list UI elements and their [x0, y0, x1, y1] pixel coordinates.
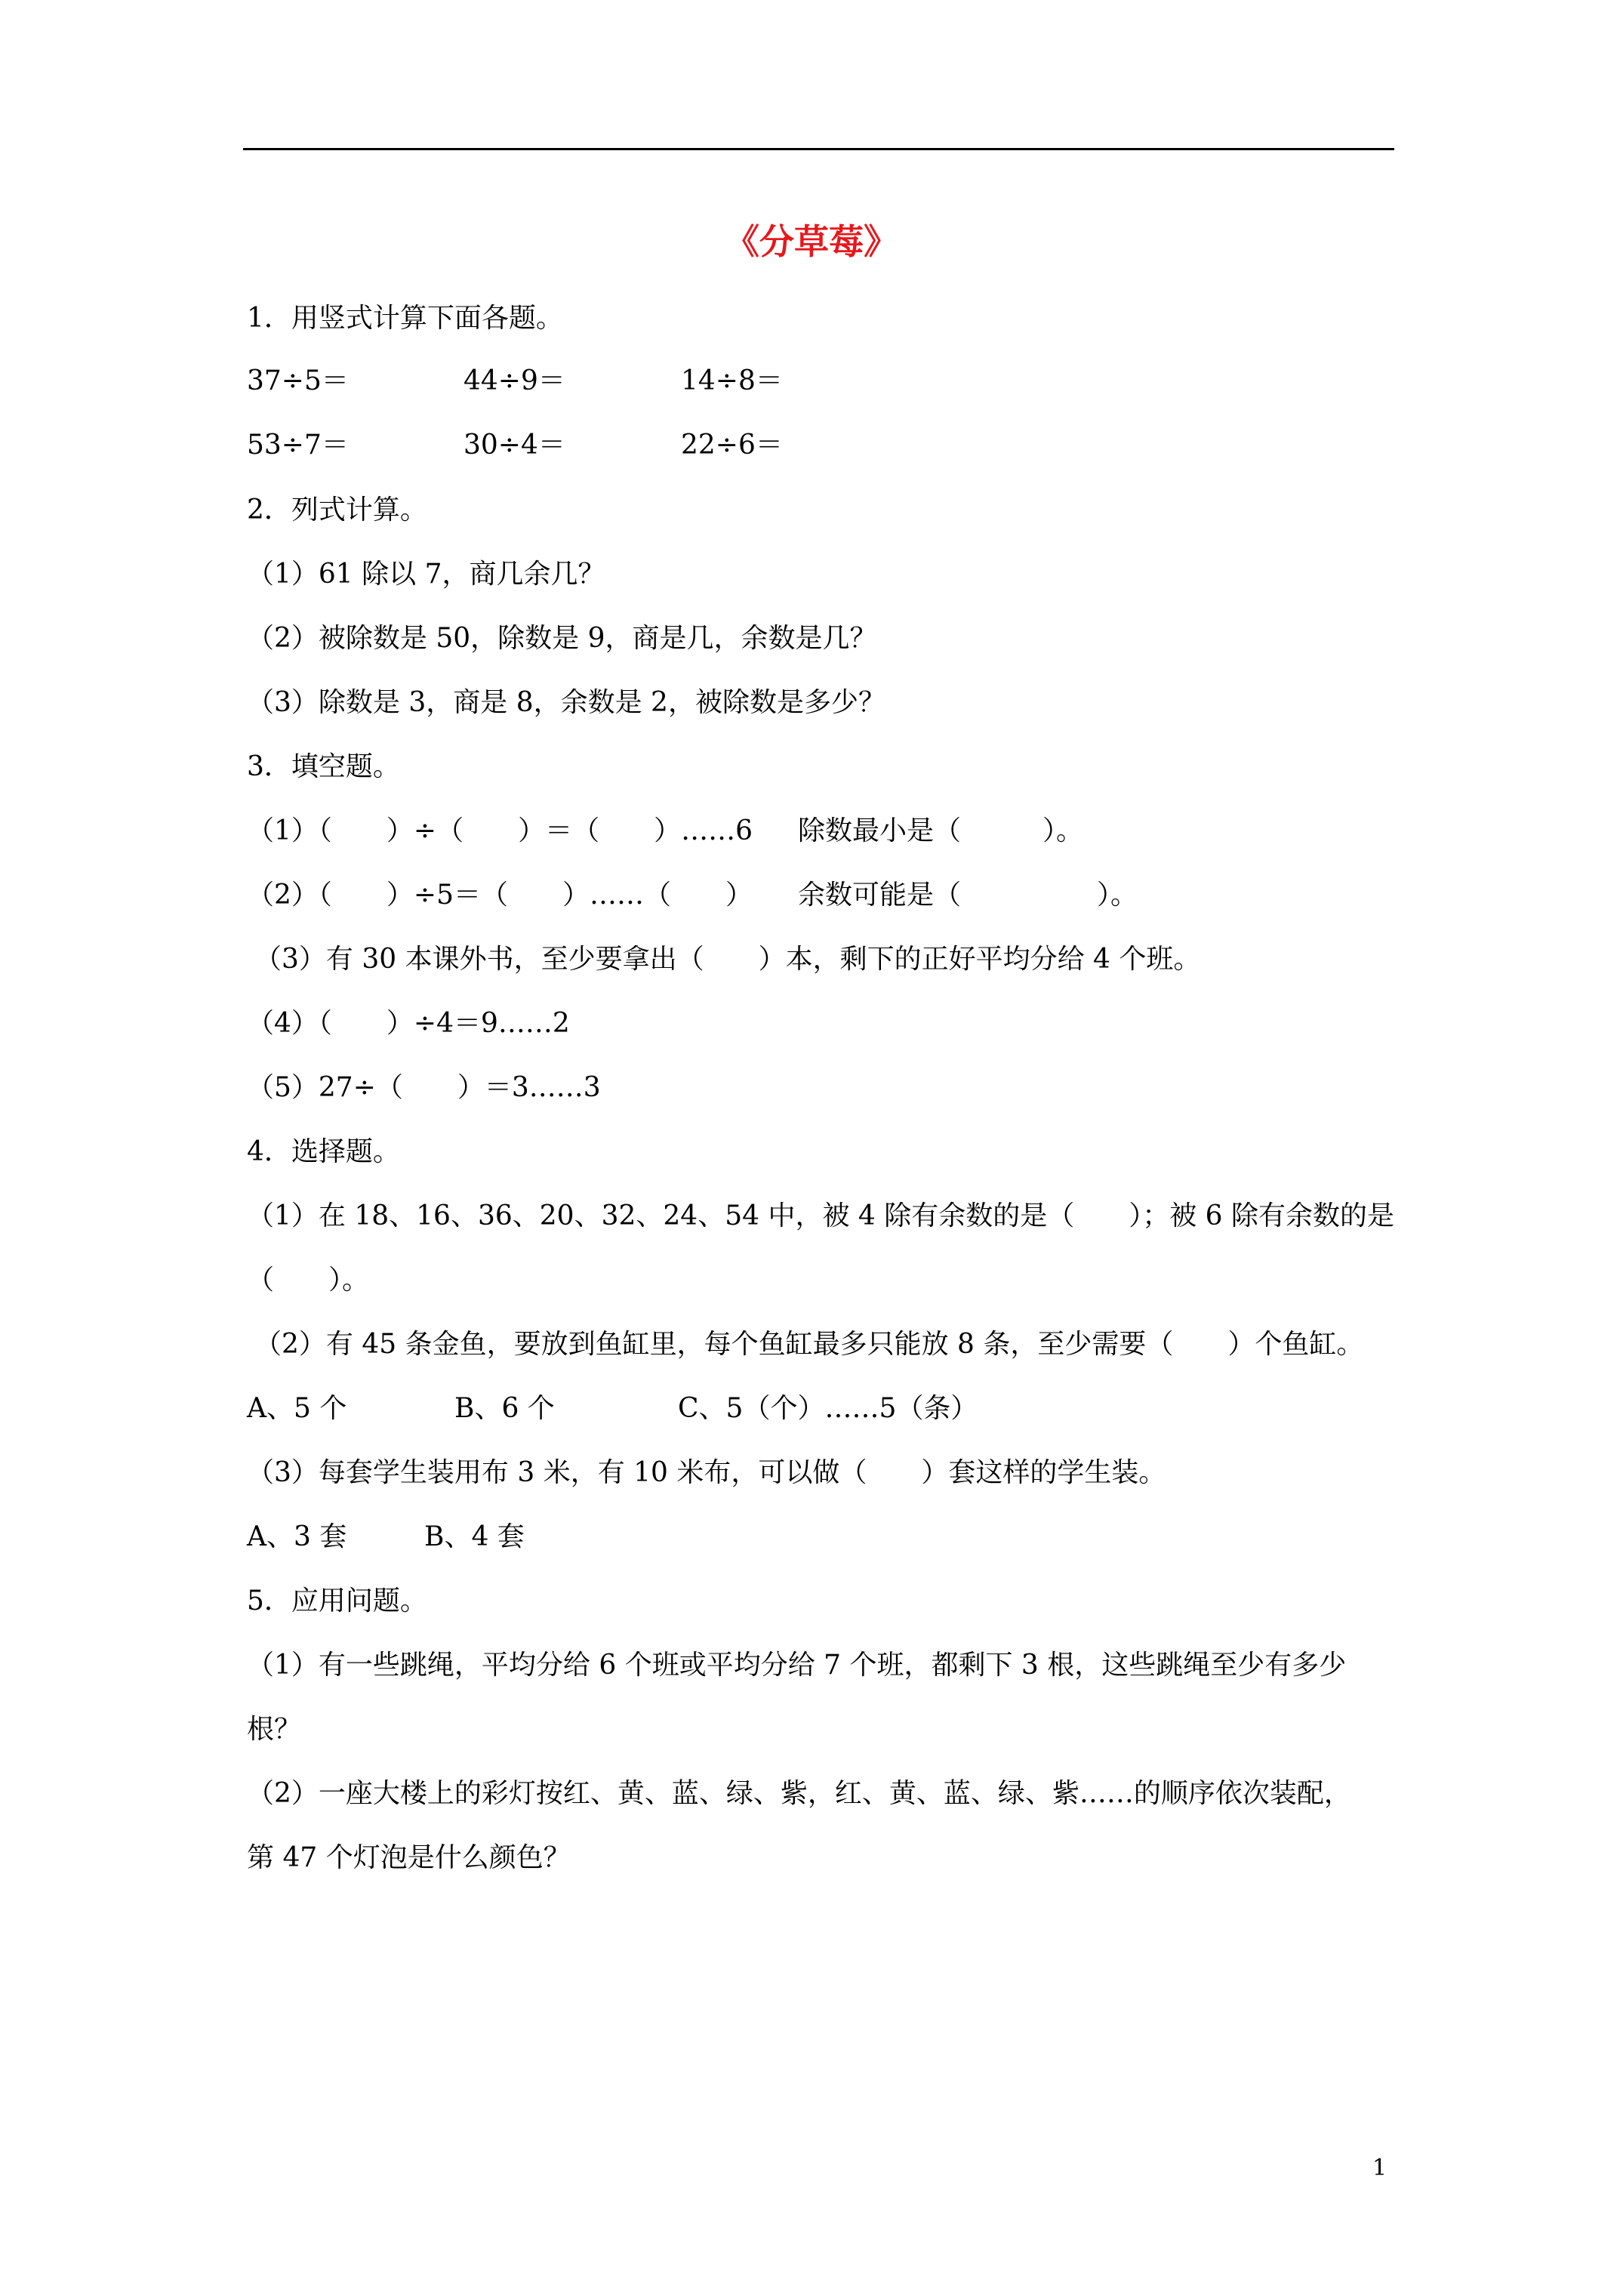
q5-item: （1）有一些跳绳，平均分给 6 个班或平均分给 7 个班，都剩下 3 根，这些跳绳至少有多少: [247, 1650, 1347, 1681]
q4-heading: 4．选择题。: [247, 1136, 400, 1167]
q4-option: A、3 套: [247, 1521, 347, 1552]
q3-item: （2）（ ）÷5＝（ ）……（ ）: [247, 880, 753, 911]
q1-expr: 53÷7＝: [247, 430, 349, 461]
q1-expr: 44÷9＝: [463, 365, 565, 396]
q3-item-right: 除数最小是（ ）。: [798, 815, 1084, 846]
q1-heading: 1．用竖式计算下面各题。: [247, 303, 563, 334]
header-rule: [243, 148, 1394, 150]
page-title: 《分草莓》: [725, 221, 898, 262]
q1-expr: 37÷5＝: [247, 365, 349, 396]
q4-option: C、5（个）……5（条）: [678, 1393, 978, 1424]
q3-item-right: 余数可能是（ ）。: [798, 880, 1138, 911]
q4-option: B、6 个: [454, 1393, 555, 1424]
page-number: 1: [1372, 2155, 1387, 2181]
q4-item: （2）有 45 条金鱼，要放到鱼缸里，每个鱼缸最多只能放 8 条，至少需要（ ）个鱼缸。: [254, 1329, 1364, 1360]
q4-item: （1）在 18、16、36、20、32、24、54 中，被 4 除有余数的是（ ）；被 6 除有余数的是: [247, 1200, 1395, 1231]
q4-option: A、5 个: [247, 1393, 347, 1424]
q2-item: （3）除数是 3，商是 8，余数是 2，被除数是多少？: [247, 687, 885, 718]
q4-option: B、4 套: [424, 1521, 525, 1552]
q2-heading: 2．列式计算。: [247, 495, 427, 525]
q3-item: （4）（ ）÷4＝9……2: [247, 1008, 570, 1039]
q3-item: （3）有 30 本课外书，至少要拿出（ ）本，剩下的正好平均分给 4 个班。: [254, 944, 1201, 975]
q5-item: 第 47 个灯泡是什么颜色？: [247, 1842, 571, 1873]
q1-expr: 14÷8＝: [681, 365, 783, 396]
q5-item: 根？: [247, 1714, 302, 1745]
q1-expr: 22÷6＝: [681, 430, 783, 461]
q4-item: （ ）。: [247, 1265, 370, 1296]
q5-heading: 5．应用问题。: [247, 1586, 427, 1616]
q4-item: （3）每套学生装用布 3 米，有 10 米布，可以做（ ）套这样的学生装。: [247, 1457, 1166, 1488]
q2-item: （1）61 除以 7，商几余几？: [247, 559, 605, 590]
q3-item: （1）（ ）÷（ ）＝（ ）……6: [247, 815, 753, 846]
q3-heading: 3．填空题。: [247, 751, 400, 782]
q5-item: （2）一座大楼上的彩灯按红、黄、蓝、绿、紫，红、黄、蓝、绿、紫……的顺序依次装配，: [247, 1778, 1351, 1809]
q2-item: （2）被除数是 50，除数是 9，商是几，余数是几？: [247, 623, 877, 654]
q1-expr: 30÷4＝: [463, 430, 565, 461]
q3-item: （5）27÷（ ）＝3……3: [247, 1072, 601, 1103]
